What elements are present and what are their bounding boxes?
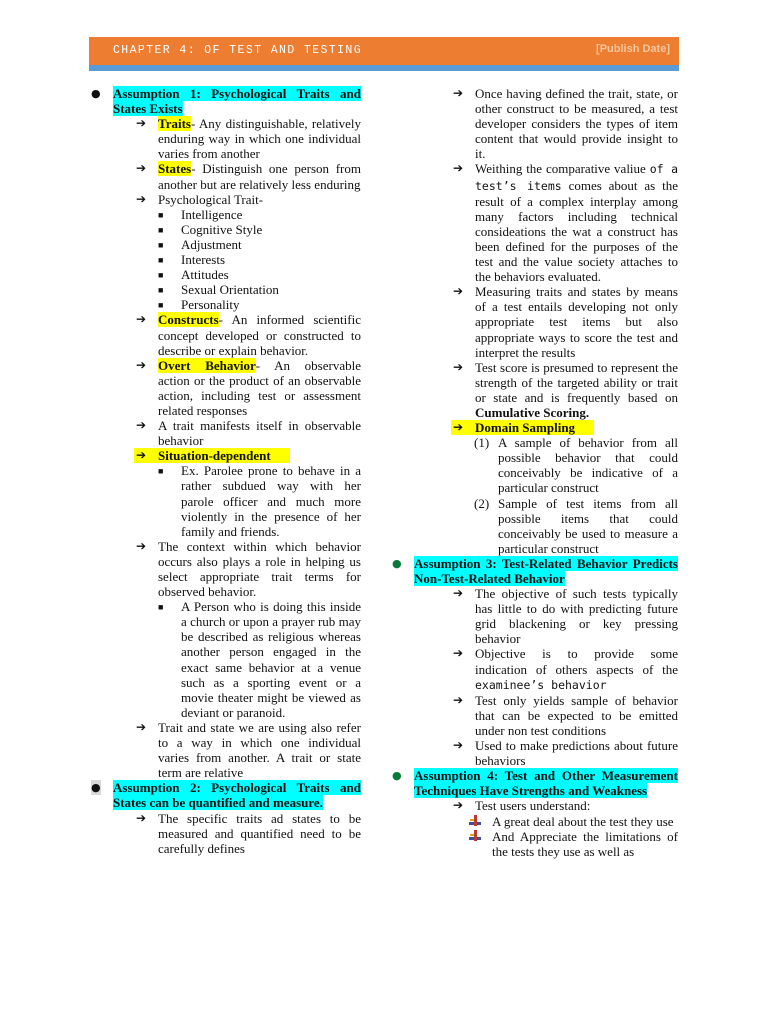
users-understand-item — [406, 798, 678, 813]
psych-list-item — [89, 297, 361, 312]
trait-manifests-text: A trait manifests itself in observable behavior — [158, 418, 361, 449]
arrow-right-icon: ➔ — [136, 191, 147, 206]
arrow-right-icon: ➔ — [453, 86, 464, 100]
states-item — [89, 161, 361, 191]
pin-bullet-icon — [468, 814, 482, 830]
specific-traits-item — [89, 811, 361, 856]
arrow-right-icon: ➔ — [136, 810, 147, 825]
once-defined-text: Once having defined the trait, state, or other construct to be measured, a test developer considers the types of item content that would provide insight to it. — [475, 86, 678, 162]
right-column — [392, 86, 678, 859]
arrow-right-icon: ➔ — [453, 586, 464, 601]
list-item: Intelligence — [181, 206, 243, 222]
publish-date: [Publish Date] — [596, 43, 670, 55]
cumulative-scoring: Cumulative Scoring. — [475, 404, 590, 420]
domain-sampling-point-1 — [406, 435, 678, 495]
bullet-dot-icon: ● — [392, 556, 402, 570]
header-rule — [89, 65, 679, 71]
list-item: Interests — [181, 252, 226, 268]
used-predict-item — [406, 738, 678, 768]
arrow-right-icon: ➔ — [453, 284, 464, 299]
arrow-right-icon: ➔ — [136, 312, 147, 327]
constructs-item — [89, 312, 361, 357]
traits-item — [89, 116, 361, 161]
square-bullet-icon: ■ — [158, 602, 164, 613]
trait-manifests-item — [89, 418, 361, 448]
test-only-item — [406, 693, 678, 738]
parolee-text: Ex. Parolee prone to behave in a rather subdued way with her parole officer and much more violently in the presence of her family and friends. — [181, 463, 361, 539]
arrow-right-icon: ➔ — [453, 161, 464, 176]
weithing-item — [406, 161, 678, 284]
overt-behavior-def: - An observable action or the product of an observable action, including test or assessment related responses — [158, 357, 361, 418]
arrow-right-icon: ➔ — [136, 116, 147, 131]
psych-list-item — [89, 282, 361, 297]
psych-trait-item — [89, 192, 361, 207]
objective-provide-text: Objective is to provide some indication of others aspects of the — [475, 646, 678, 677]
measuring-text: Measuring traits and states by means of a test entails developing not only appropriate test items but also appropriate ways to score the test and interpret the results — [475, 284, 678, 360]
arrow-right-icon: ➔ — [453, 798, 464, 813]
users-understand-text: Test users understand: — [475, 798, 591, 814]
psych-list-item — [89, 207, 361, 222]
square-bullet-icon: ■ — [158, 270, 164, 281]
arrow-right-icon: ➔ — [453, 646, 464, 661]
psych-list-item — [89, 237, 361, 252]
objective-provide-item — [406, 646, 678, 692]
list-number: (1) — [474, 435, 490, 451]
ds-1-text: A sample of behavior from all possible behavior that could conceivably be indicative of a particular construct — [498, 435, 678, 496]
context-item — [89, 539, 361, 599]
objective-provide-text-mono: examinee’s behavior — [475, 677, 607, 692]
list-item: Attitudes — [181, 267, 229, 283]
trait-state-refer-text: Trait and state we are using also refer to a way in which one individual varies from another. A trait or state term are relative — [158, 719, 361, 781]
situation-term: Situation-dependent — [158, 448, 271, 464]
states-def: - Distinguish one person from another but are relatively less enduring — [158, 161, 361, 192]
list-item: Cognitive Style — [181, 221, 263, 237]
square-bullet-icon: ■ — [158, 255, 164, 266]
constructs-term: Constructs — [158, 312, 219, 328]
arrow-right-icon: ➔ — [136, 538, 147, 553]
square-bullet-icon: ■ — [158, 224, 164, 235]
arrow-right-icon: ➔ — [453, 420, 464, 435]
assumption-1 — [89, 86, 361, 116]
list-number: (2) — [474, 495, 490, 511]
situation-item — [89, 448, 361, 463]
arrow-right-icon: ➔ — [453, 738, 464, 753]
parolee-item — [89, 463, 361, 538]
assumption-2-title: Assumption 2: Psychological Traits and States can be quantified and measure. — [113, 780, 361, 811]
psych-trait-label: Psychological Trait- — [158, 191, 264, 207]
list-item: Sexual Orientation — [181, 282, 279, 298]
appreciate-item — [406, 829, 678, 859]
used-predict-text: Used to make predictions about future behaviors — [475, 738, 678, 769]
appreciate-text: And Appreciate the limitations of the tests they use as well as — [492, 828, 678, 859]
square-bullet-icon: ■ — [158, 466, 164, 477]
assumption-2 — [89, 780, 361, 810]
overt-behavior-term: Overt Behavior — [158, 357, 256, 373]
weithing-text-mono: of a test’s items — [475, 162, 678, 193]
traits-term: Traits — [158, 116, 191, 132]
pin-bullet-icon — [468, 829, 482, 845]
list-item: Personality — [181, 297, 240, 313]
arrow-right-icon: ➔ — [136, 357, 147, 372]
arrow-right-icon: ➔ — [136, 418, 147, 433]
person-church-item — [89, 599, 361, 720]
objective-tests-item — [406, 586, 678, 646]
assumption-4-title: Assumption 4: Test and Other Measurement Techniques Have Strengths and Weakness — [414, 768, 678, 799]
psych-list-item — [89, 267, 361, 282]
weithing-text: Weithing the comparative valiue — [475, 161, 646, 177]
square-bullet-icon: ■ — [158, 239, 164, 250]
domain-sampling-term: Domain Sampling — [475, 420, 576, 436]
domain-sampling-point-2 — [406, 496, 678, 556]
constructs-def: - An informed scientific concept developed or constructed to describe or explain behavior. — [158, 312, 361, 358]
test-score-text: Test score is presumed to represent the strength of the targeted ability or trait or state and is frequently based on — [475, 359, 678, 405]
objective-tests-text: The objective of such tests typically has little to do with predicting future grid blackening or key pressing behavior — [475, 586, 678, 647]
great-deal-item — [406, 814, 678, 829]
square-bullet-icon: ■ — [158, 285, 164, 296]
ds-2-text: Sample of test items from all possible items that could conceivably be used to measure a particular construct — [498, 495, 678, 556]
measuring-item — [406, 284, 678, 359]
great-deal-text: A great deal about the test they use — [492, 813, 674, 829]
context-text: The context within which behavior occurs also plays a role in helping us select appropriate trait terms for observed behavior. — [158, 538, 361, 600]
overt-behavior-item — [89, 358, 361, 418]
square-bullet-icon: ■ — [158, 209, 164, 220]
chapter-title: CHAPTER 4: OF TEST AND TESTING — [113, 44, 363, 57]
arrow-right-icon: ➔ — [453, 359, 464, 374]
person-church-text: A Person who is doing this inside a church or upon a prayer rub may be described as religious whereas another person engaged in the exact same behavior at a venue such as a sporting event or a movie theater might be viewed as deviant or paranoid. — [181, 599, 361, 720]
assumption-4 — [390, 768, 678, 798]
test-only-text: Test only yields sample of behavior that can be expected to be emitted under non test conditions — [475, 692, 678, 738]
arrow-right-icon: ➔ — [453, 692, 464, 707]
once-defined-item — [406, 86, 678, 161]
bullet-dot-icon: ● — [392, 769, 402, 783]
arrow-right-icon: ➔ — [136, 719, 147, 734]
psych-list-item — [89, 222, 361, 237]
trait-state-refer-item — [89, 720, 361, 780]
bullet-dot-icon: ● — [91, 781, 101, 795]
page-header — [89, 37, 679, 65]
domain-sampling-item — [406, 420, 678, 435]
states-term: States — [158, 161, 192, 177]
bullet-dot-icon: ● — [91, 87, 101, 100]
traits-def: - Any distinguishable, relatively enduring way in which one individual varies from another — [158, 116, 361, 162]
assumption-1-title: Assumption 1: Psychological Traits and States Exists — [113, 86, 361, 117]
square-bullet-icon: ■ — [158, 300, 164, 311]
weithing-text-rest: comes about as the result of a complex interplay among many factors including technical consideations the wat a construct has been defined for the purposes of the test and the value society attaches to the behaviors evaluated. — [475, 177, 678, 285]
assumption-3 — [390, 556, 678, 586]
specific-traits-text: The specific traits ad states to be measured and quantified need to be carefully defines — [158, 810, 361, 856]
psych-list-item — [89, 252, 361, 267]
arrow-right-icon: ➔ — [136, 448, 147, 463]
assumption-3-title: Assumption 3: Test-Related Behavior Predicts Non-Test-Related Behavior — [414, 555, 678, 586]
left-column — [89, 86, 361, 856]
list-item: Adjustment — [181, 236, 242, 252]
arrow-right-icon: ➔ — [136, 161, 147, 176]
test-score-item — [406, 360, 678, 420]
